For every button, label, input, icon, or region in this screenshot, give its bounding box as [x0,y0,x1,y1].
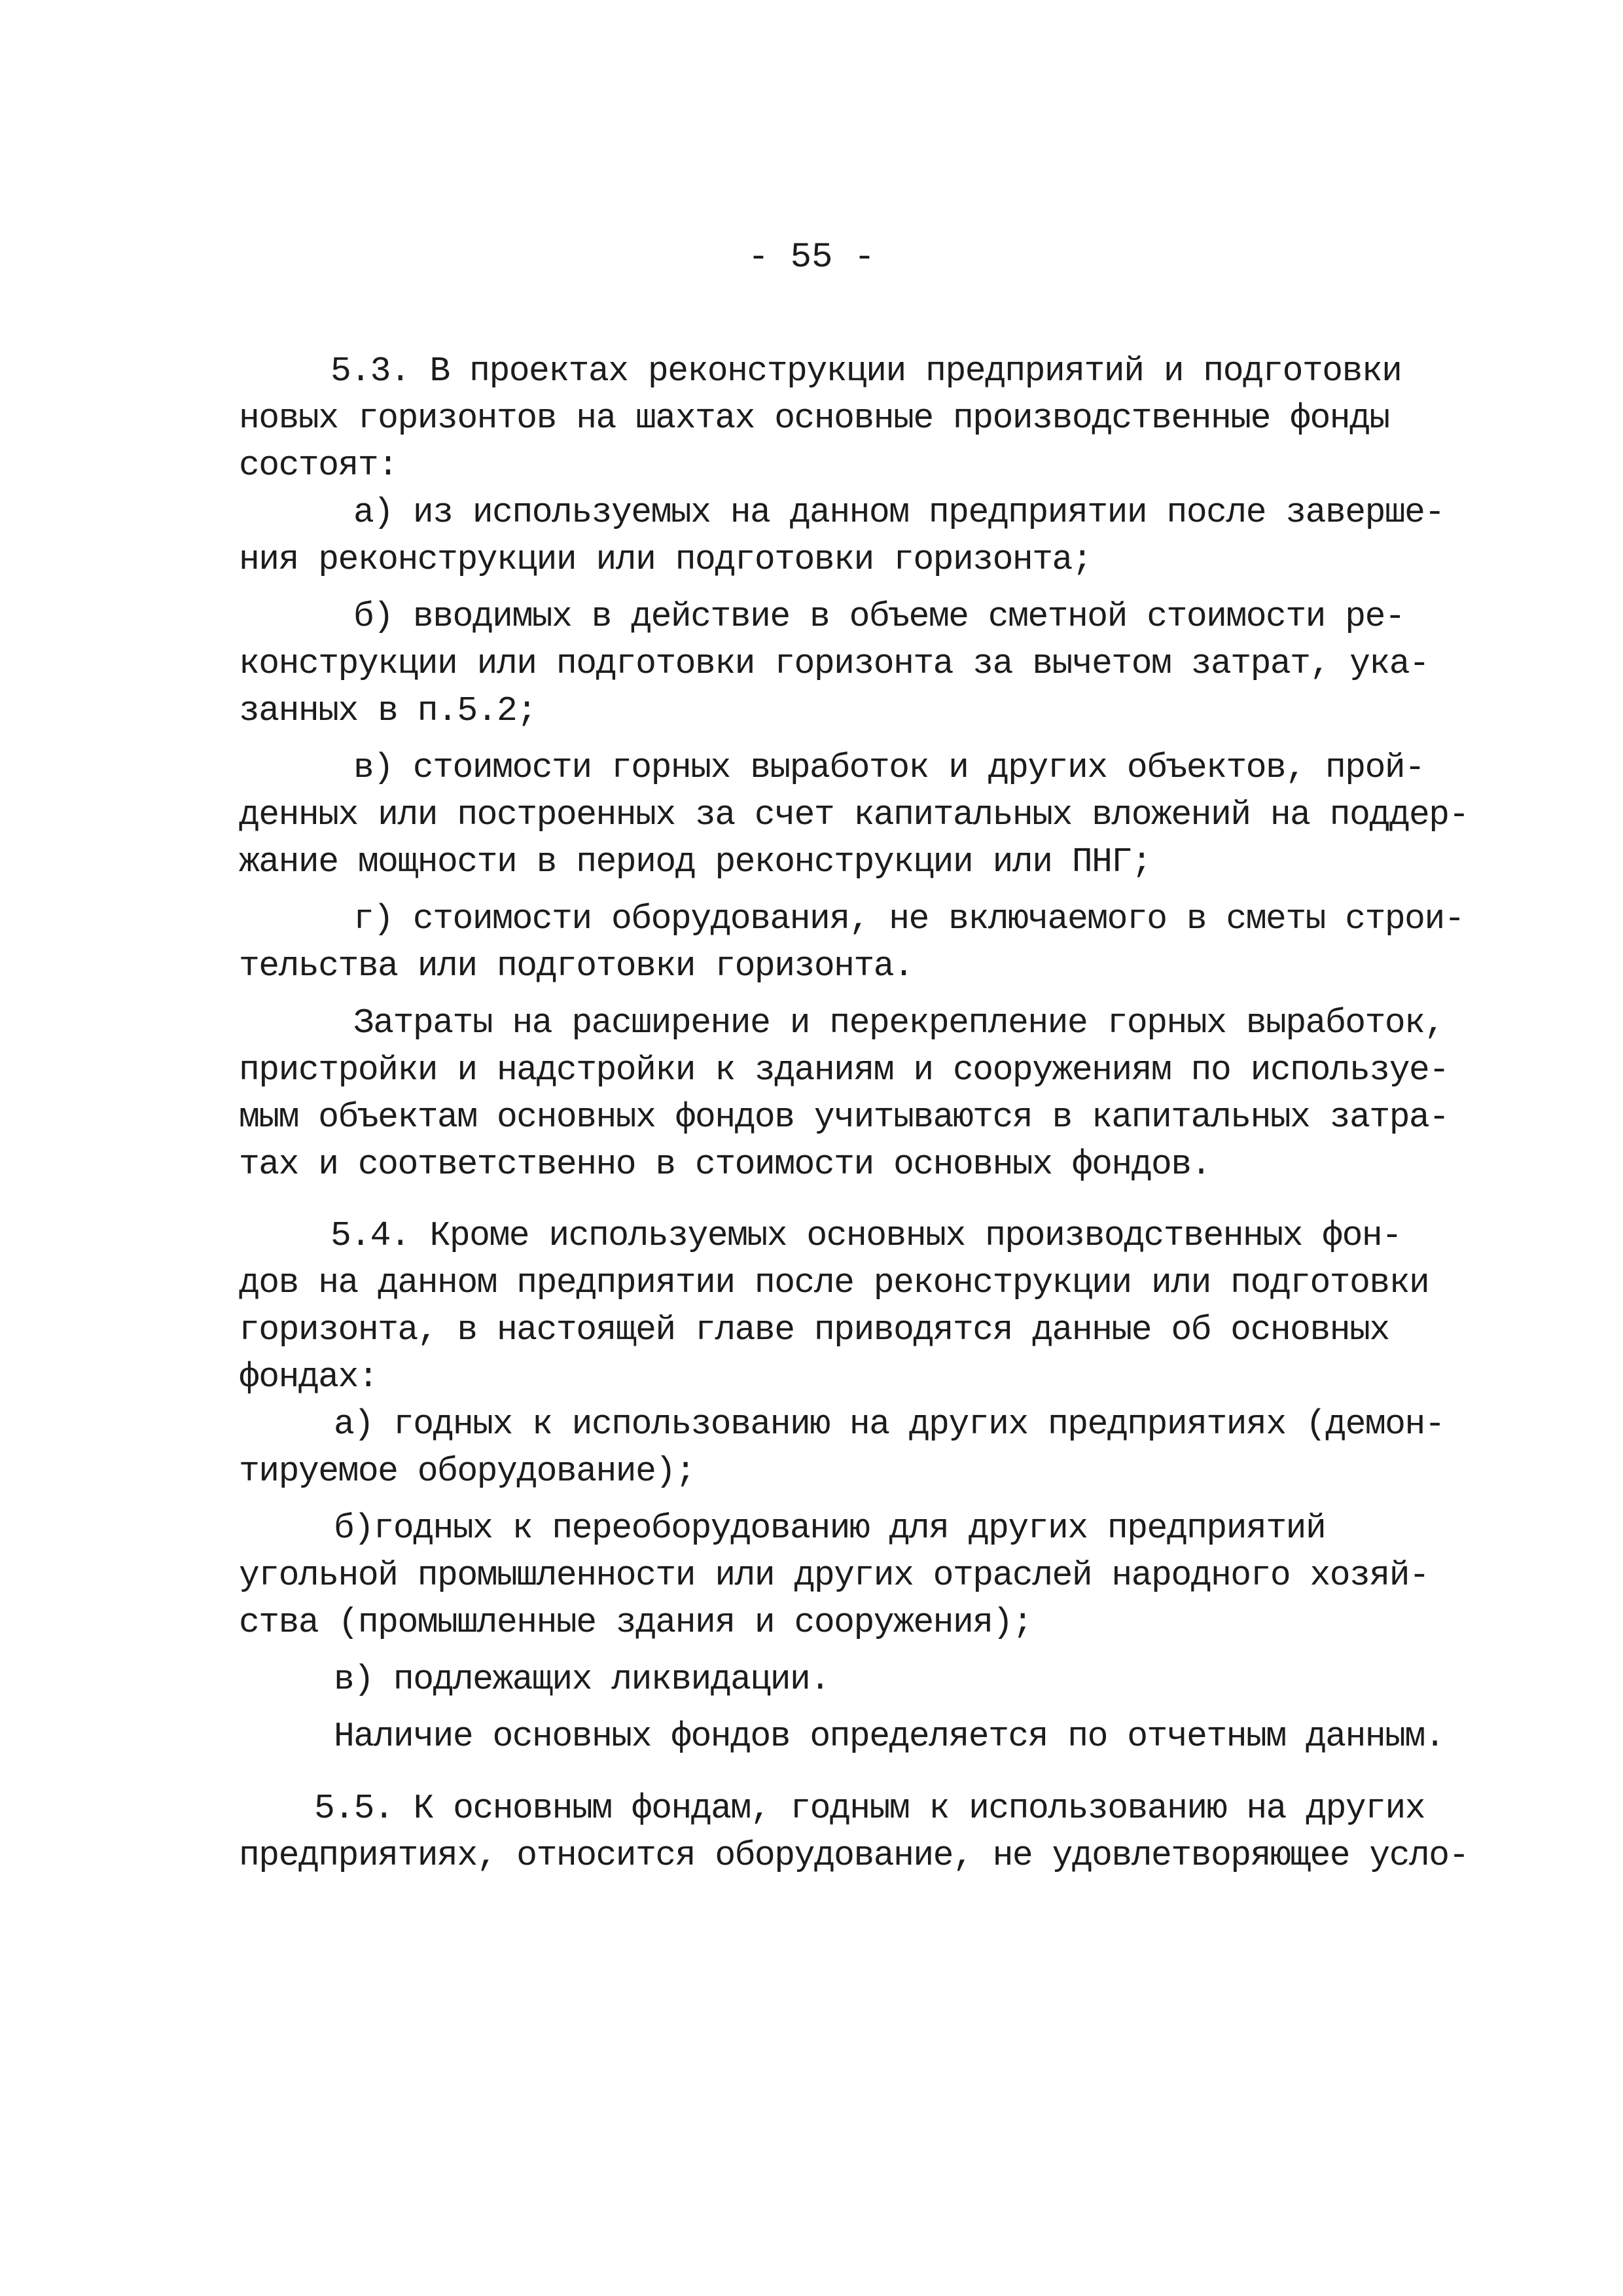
section-5-4-item-b-line-1: б)годных к переоборудованию для других предприятий [334,1509,1326,1548]
section-5-3-closing-line-3: мым объектам основных фондов учитываются в капитальных затра- [239,1098,1449,1137]
section-5-3-line-1: 5.3. В проектах реконструкции предприятий и подготовки [330,351,1402,391]
section-5-5-line-1: 5.5. К основным фондам, годным к использованию на других [314,1789,1425,1828]
section-5-3-line-3: состоят: [239,446,398,485]
section-5-4-line-2: дов на данном предприятии после реконструкции или подготовки [239,1263,1429,1302]
section-5-4-item-a-line-1: а) годных к использованию на других предприятиях (демон- [334,1405,1445,1444]
section-5-3-line-2: новых горизонтов на шахтах основные производственные фонды [239,399,1389,438]
section-5-5-line-2: предприятиях, относится оборудование, не удовлетворяющее усло- [239,1836,1469,1875]
section-5-4-item-v-line-1: в) подлежащих ликвидации. [334,1660,830,1699]
section-5-3-closing-line-1: Затраты на расширение и перекрепление горных выработок, [353,1003,1444,1043]
section-5-3-item-b-line-2: конструкции или подготовки горизонта за вычетом затрат, ука- [239,644,1429,683]
section-5-3-item-b-line-1: б) вводимых в действие в объеме сметной стоимости ре- [353,597,1405,636]
section-5-3-item-a-line-1: а) из используемых на данном предприятии после заверше- [353,493,1444,532]
section-5-3-closing-line-4: тах и соответственно в стоимости основных фондов. [239,1145,1211,1184]
section-5-3-item-g-line-2: тельства или подготовки горизонта. [239,946,914,986]
section-5-3-item-a-line-2: ния реконструкции или подготовки горизонта; [239,540,1092,579]
section-5-3-closing-line-2: пристройки и надстройки к зданиям и сооружениям по используе- [239,1050,1449,1090]
section-5-4-item-b-line-3: ства (промышленные здания и сооружения); [239,1603,1033,1642]
section-5-3-item-b-line-3: занных в п.5.2; [239,691,537,730]
section-5-4-line-4: фондах: [239,1357,378,1397]
section-5-3-item-v-line-1: в) стоимости горных выработок и других объектов, прой- [353,748,1425,787]
section-5-4-line-1: 5.4. Кроме используемых основных производственных фон- [330,1216,1402,1255]
section-5-3-item-g-line-1: г) стоимости оборудования, не включаемого в сметы строи- [353,899,1465,939]
section-5-4-item-a-line-2: тируемое оборудование); [239,1452,696,1491]
section-5-4-closing-line-1: Наличие основных фондов определяется по отчетным данным. [334,1717,1445,1756]
section-5-3-item-v-line-3: жание мощности в период реконструкции или ПНГ; [239,842,1152,882]
page-number: - 55 - [747,238,876,278]
section-5-4-item-b-line-2: угольной промышленности или других отраслей народного хозяй- [239,1556,1429,1595]
section-5-4-line-3: горизонта, в настоящей главе приводятся данные об основных [239,1310,1389,1350]
section-5-3-item-v-line-2: денных или построенных за счет капитальных вложений на поддер- [239,795,1469,834]
